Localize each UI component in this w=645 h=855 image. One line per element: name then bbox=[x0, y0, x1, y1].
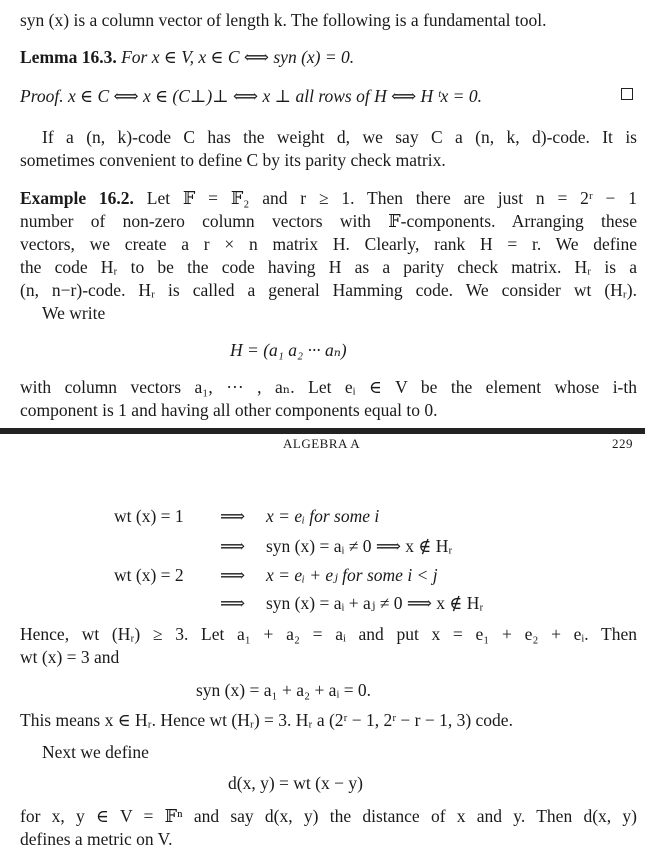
example-line: We write bbox=[42, 303, 106, 323]
derivation-rhs: syn (x) = aᵢ + aⱼ ≠ 0 ⟹ x ∉ Hᵣ bbox=[266, 593, 484, 613]
matrix-equation: H = (a₁ a₂ ··· aₙ) bbox=[230, 340, 347, 360]
implies-arrow-icon: ⟹ bbox=[220, 536, 246, 556]
implies-arrow-icon: ⟹ bbox=[220, 565, 246, 585]
page-divider bbox=[0, 428, 645, 434]
paragraph-line: sometimes convenient to define C by its parity check matrix. bbox=[20, 150, 446, 170]
implies-arrow-icon: ⟹ bbox=[220, 506, 246, 526]
example-label: Example 16.2. bbox=[20, 188, 134, 208]
text-line: for x, y ∈ V = 𝔽ⁿ and say d(x, y) the distance of x and y. Then d(x, y) bbox=[20, 806, 637, 826]
text-line: with column vectors a₁, ··· , aₙ. Let eᵢ ∈ V be the element whose i-th bbox=[20, 377, 637, 397]
text-line: Hence, wt (Hᵣ) ≥ 3. Let a₁ + a₂ = aᵢ and put x = e₁ + e₂ + eᵢ. Then bbox=[20, 624, 637, 644]
proof-label: Proof. bbox=[20, 86, 64, 106]
lemma-label: Lemma 16.3. bbox=[20, 47, 117, 67]
lemma bbox=[20, 46, 637, 69]
text-line: Next we define bbox=[42, 742, 149, 762]
derivation-lhs: wt (x) = 1 bbox=[114, 506, 184, 526]
proof-text: x ∈ C ⟺ x ∈ (C⊥)⊥ ⟺ x ⊥ all rows of H ⟺ H ᵗx = 0. bbox=[67, 86, 482, 106]
syndrome-equation: syn (x) = a₁ + a₂ + aᵢ = 0. bbox=[196, 680, 372, 700]
implies-arrow-icon: ⟹ bbox=[220, 593, 246, 613]
distance-equation: d(x, y) = wt (x − y) bbox=[228, 773, 363, 793]
text-line: wt (x) = 3 and bbox=[20, 647, 120, 667]
derivation-lhs: wt (x) = 2 bbox=[114, 565, 184, 585]
example bbox=[20, 187, 637, 210]
derivation-rhs: x = eᵢ + eⱼ for some i < j bbox=[266, 565, 438, 585]
example-line: vectors, we create a r × n matrix H. Clearly, rank H = r. We define bbox=[20, 234, 637, 254]
example-line: number of non-zero column vectors with 𝔽-components. Arranging these bbox=[20, 211, 637, 231]
derivation-rhs: syn (x) = aᵢ ≠ 0 ⟹ x ∉ Hᵣ bbox=[266, 536, 453, 556]
text-line: This means x ∈ Hᵣ. Hence wt (Hᵣ) = 3. Hᵣ a (2ʳ − 1, 2ʳ − r − 1, 3) code. bbox=[20, 710, 513, 730]
proof bbox=[20, 85, 637, 108]
example-text: Let 𝔽 = 𝔽₂ and r ≥ 1. Then there are just n = 2ʳ − 1 bbox=[146, 188, 637, 208]
running-title: ALGEBRA A bbox=[283, 436, 361, 451]
paragraph-line: If a (n, k)-code C has the weight d, we say C a (n, k, d)-code. It is bbox=[42, 127, 637, 147]
page-number: 229 bbox=[612, 436, 633, 451]
example-line: (n, n−r)-code. Hᵣ is called a general Hamming code. We consider wt (Hᵣ). bbox=[20, 280, 637, 300]
text-line: defines a metric on V. bbox=[20, 829, 173, 849]
text-line: component is 1 and having all other components equal to 0. bbox=[20, 400, 438, 420]
derivation-rhs: x = eᵢ for some i bbox=[266, 506, 380, 526]
qed-box-icon bbox=[621, 88, 633, 100]
text-line: syn (x) is a column vector of length k. The following is a fundamental tool. bbox=[20, 10, 547, 30]
example-line: the code Hᵣ to be the code having H as a parity check matrix. Hᵣ is a bbox=[20, 257, 637, 277]
lemma-text: For x ∈ V, x ∈ C ⟺ syn (x) = 0. bbox=[121, 47, 355, 67]
